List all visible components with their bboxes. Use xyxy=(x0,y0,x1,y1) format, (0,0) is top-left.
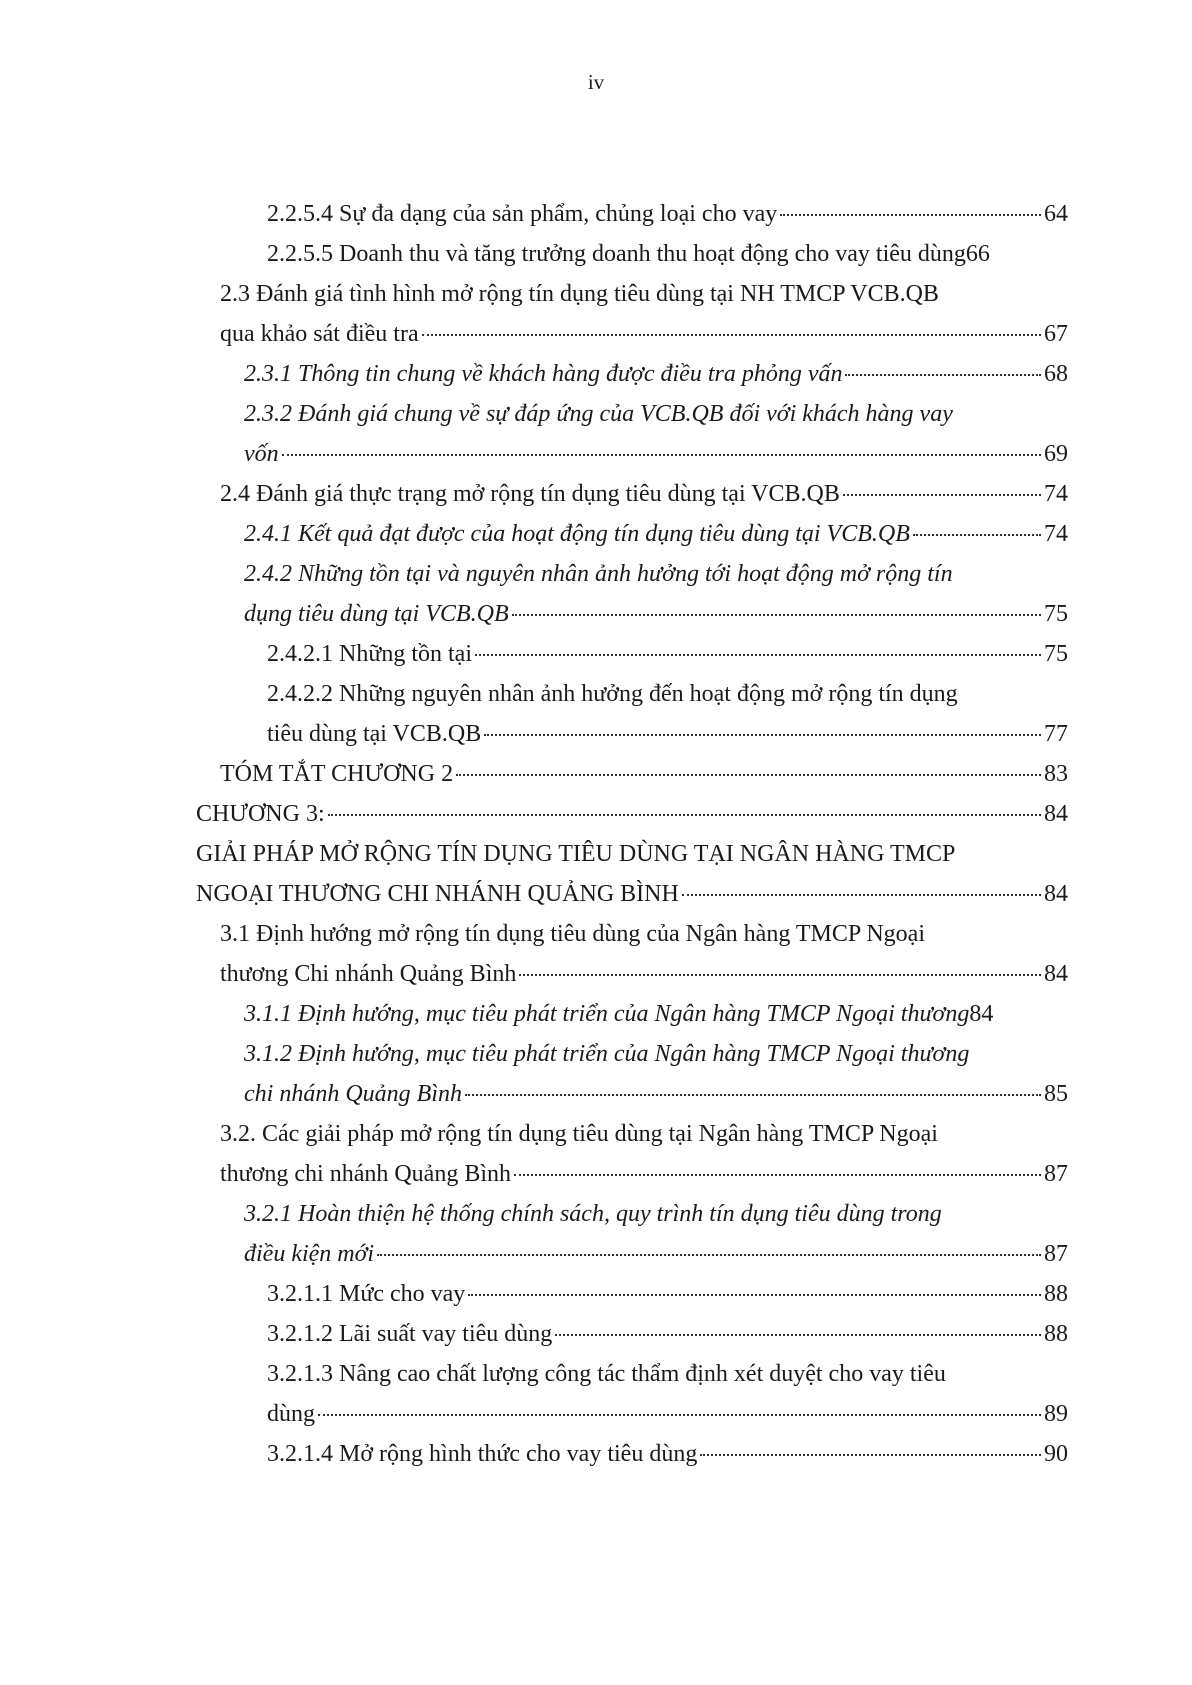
toc-entry-page: 84 xyxy=(1044,801,1068,827)
toc-entry-page: 83 xyxy=(1044,761,1068,787)
toc-entry-title: 2.3.1 Thông tin chung về khách hàng được điều tra phỏng vấn xyxy=(244,361,843,387)
toc-entry-title-line1: 2.3 Đánh giá tình hình mở rộng tín dụng tiêu dùng tại NH TMCP VCB.QB xyxy=(220,281,939,307)
toc-entry-page: 75 xyxy=(1044,641,1068,667)
toc-entry-page: 87 xyxy=(1044,1161,1068,1187)
toc-entry-title: vốn xyxy=(244,441,279,467)
dot-leader xyxy=(913,534,1041,536)
toc-entry-page: 69 xyxy=(1044,441,1068,467)
toc-entry[interactable] xyxy=(244,1034,1192,1114)
toc-entry[interactable] xyxy=(196,834,1192,914)
toc-entry[interactable] xyxy=(267,194,1192,234)
toc-entry[interactable] xyxy=(220,1114,1192,1194)
toc-entry-title: thương chi nhánh Quảng Bình xyxy=(220,1161,511,1187)
dot-leader xyxy=(328,814,1041,816)
toc-entry-page: 90 xyxy=(1044,1441,1068,1467)
toc-entry-page: 67 xyxy=(1044,321,1068,347)
toc-entry-title: tiêu dùng tại VCB.QB xyxy=(267,721,482,747)
dot-leader xyxy=(780,214,1041,216)
dot-leader xyxy=(514,1174,1041,1176)
toc-entry-title: qua khảo sát điều tra xyxy=(220,321,419,347)
toc-entry[interactable] xyxy=(267,674,1192,754)
dot-leader xyxy=(555,1334,1041,1336)
toc-entry-title: dùng xyxy=(267,1401,315,1427)
toc-entry-title-line1: 2.4.2.2 Những nguyên nhân ảnh hưởng đến hoạt động mở rộng tín dụng xyxy=(267,681,958,707)
toc-entry-title-line1: 3.2. Các giải pháp mở rộng tín dụng tiêu dùng tại Ngân hàng TMCP Ngoại xyxy=(220,1121,938,1147)
toc-entry[interactable] xyxy=(220,474,1192,514)
dot-leader xyxy=(845,374,1041,376)
dot-leader xyxy=(475,654,1041,656)
toc-entry-title: 2.2.5.4 Sự đa dạng của sản phẩm, chủng loại cho vay xyxy=(267,201,778,227)
dot-leader xyxy=(468,1294,1041,1296)
toc-entry-page: 75 xyxy=(1044,601,1068,627)
toc-entry[interactable] xyxy=(244,354,1192,394)
toc-entry-title: 2.2.5.5 Doanh thu và tăng trưởng doanh thu hoạt động cho vay tiêu dùng xyxy=(267,241,966,267)
dot-leader xyxy=(465,1094,1041,1096)
toc-entry-page: 84 xyxy=(1044,881,1068,907)
toc-entry-title: NGOẠI THƯƠNG CHI NHÁNH QUẢNG BÌNH xyxy=(196,881,679,907)
toc-entry-title: thương Chi nhánh Quảng Bình xyxy=(220,961,517,987)
toc-entry-title: 2.4 Đánh giá thực trạng mở rộng tín dụng tiêu dùng tại VCB.QB xyxy=(220,481,840,507)
toc-entry-page: 74 xyxy=(1044,481,1068,507)
toc-entry-page: 88 xyxy=(1044,1281,1068,1307)
toc-entry-title: 2.4.2.1 Những tồn tại xyxy=(267,641,472,667)
toc-entry-title-line1: 3.2.1 Hoàn thiện hệ thống chính sách, quy trình tín dụng tiêu dùng trong xyxy=(244,1201,942,1227)
toc-entry-title-line1: 2.3.2 Đánh giá chung về sự đáp ứng của VCB.QB đối với khách hàng vay xyxy=(244,401,953,427)
dot-leader xyxy=(519,974,1041,976)
toc-entry[interactable] xyxy=(220,914,1192,994)
dot-leader xyxy=(843,494,1041,496)
toc-entry-page: 68 xyxy=(1044,361,1068,387)
toc-entry[interactable] xyxy=(267,1274,1192,1314)
toc-entry[interactable] xyxy=(244,1194,1192,1274)
dot-leader xyxy=(682,894,1041,896)
dot-leader xyxy=(422,334,1041,336)
toc-entry-title: CHƯƠNG 3: xyxy=(196,801,325,827)
toc-entry[interactable] xyxy=(244,394,1192,474)
toc-entry-title-line1: 3.2.1.3 Nâng cao chất lượng công tác thẩm định xét duyệt cho vay tiêu xyxy=(267,1361,946,1387)
toc-entry[interactable] xyxy=(244,514,1192,554)
toc-entry-page: 88 xyxy=(1044,1321,1068,1347)
toc-entry-page: 66 xyxy=(965,241,990,267)
toc-entry-page: 64 xyxy=(1044,201,1068,227)
toc-entry[interactable] xyxy=(267,234,1192,274)
toc-entry-title: dụng tiêu dùng tại VCB.QB xyxy=(244,601,509,627)
dot-leader xyxy=(282,454,1041,456)
dot-leader xyxy=(512,614,1041,616)
toc-entry-page: 84 xyxy=(969,1001,994,1027)
toc-entry-title-line1: 2.4.2 Những tồn tại và nguyên nhân ảnh hưởng tới hoạt động mở rộng tín xyxy=(244,561,953,587)
dot-leader xyxy=(484,734,1041,736)
toc-entry-title: 3.2.1.4 Mở rộng hình thức cho vay tiêu dùng xyxy=(267,1441,698,1467)
dot-leader xyxy=(456,774,1041,776)
page-number: iv xyxy=(587,70,605,94)
toc-entry-title: điều kiện mới xyxy=(244,1241,375,1267)
toc-entry[interactable] xyxy=(267,1314,1192,1354)
toc-entry-page: 89 xyxy=(1044,1401,1068,1427)
toc-entry-page: 85 xyxy=(1044,1081,1068,1107)
toc-entry-page: 74 xyxy=(1044,521,1068,547)
dot-leader xyxy=(377,1254,1041,1256)
toc-entry-title: TÓM TẮT CHƯƠNG 2 xyxy=(220,761,454,787)
dot-leader xyxy=(318,1414,1041,1416)
toc-entry[interactable] xyxy=(267,1434,1192,1474)
toc-entry-page: 77 xyxy=(1044,721,1068,747)
dot-leader xyxy=(700,1454,1041,1456)
toc-entry[interactable] xyxy=(220,274,1192,354)
toc-entry-title-line1: 3.1 Định hướng mở rộng tín dụng tiêu dùng của Ngân hàng TMCP Ngoại xyxy=(220,921,925,947)
toc-entry[interactable] xyxy=(244,554,1192,634)
toc-entry[interactable] xyxy=(220,754,1192,794)
toc-entry[interactable] xyxy=(244,994,1192,1034)
toc-entry-title: 3.1.1 Định hướng, mục tiêu phát triển của Ngân hàng TMCP Ngoại thương xyxy=(244,1001,970,1027)
toc-entry[interactable] xyxy=(267,1354,1192,1434)
toc-entry[interactable] xyxy=(267,634,1192,674)
toc-entry[interactable] xyxy=(196,794,1192,834)
toc-entry-title: 2.4.1 Kết quả đạt được của hoạt động tín dụng tiêu dùng tại VCB.QB xyxy=(244,521,910,547)
toc-entry-title-line1: 3.1.2 Định hướng, mục tiêu phát triển của Ngân hàng TMCP Ngoại thương xyxy=(244,1041,970,1067)
toc-entry-title: 3.2.1.2 Lãi suất vay tiêu dùng xyxy=(267,1321,553,1347)
toc-entry-title: chi nhánh Quảng Bình xyxy=(244,1081,462,1107)
toc-entry-title: 3.2.1.1 Mức cho vay xyxy=(267,1281,466,1307)
table-of-contents xyxy=(0,194,1192,1474)
toc-entry-title-line1: GIẢI PHÁP MỞ RỘNG TÍN DỤNG TIÊU DÙNG TẠI NGÂN HÀNG TMCP xyxy=(196,841,956,867)
toc-entry-page: 84 xyxy=(1044,961,1068,987)
toc-entry-page: 87 xyxy=(1044,1241,1068,1267)
